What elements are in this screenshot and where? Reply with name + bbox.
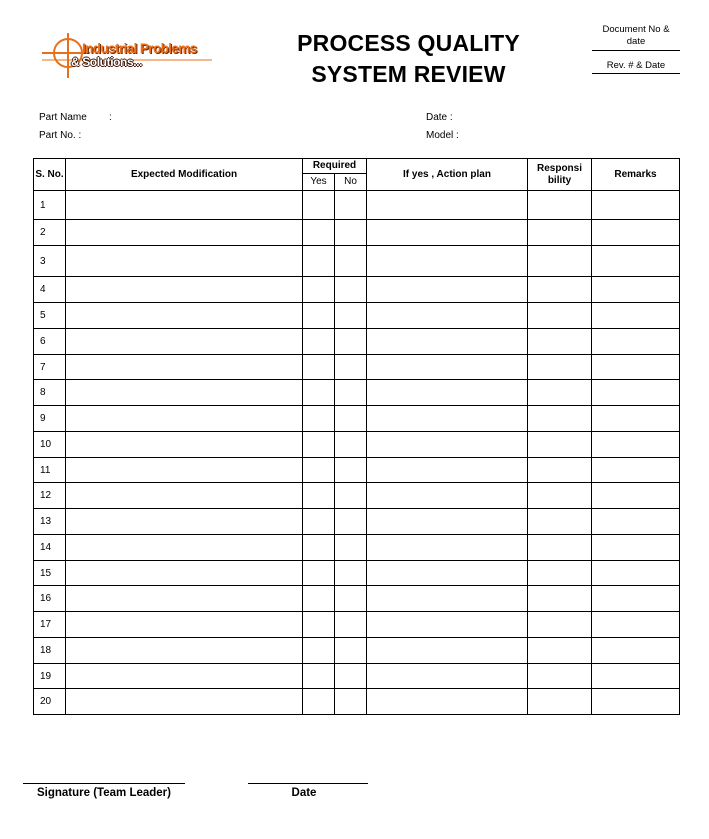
- table-row: [34, 220, 680, 246]
- rev-line: [592, 73, 680, 74]
- remarks-cell[interactable]: [592, 380, 680, 406]
- table-row: [34, 509, 680, 535]
- responsibility-cell[interactable]: [528, 586, 592, 612]
- yes-cell[interactable]: [303, 535, 335, 561]
- sno-cell: 7: [34, 355, 66, 380]
- sno-cell: 2: [34, 220, 66, 246]
- sno-cell: 6: [34, 329, 66, 355]
- no-cell[interactable]: [335, 406, 367, 432]
- action-plan-cell[interactable]: [367, 246, 528, 277]
- remarks-cell[interactable]: [592, 689, 680, 715]
- action-plan-cell[interactable]: [367, 586, 528, 612]
- header-no: No: [335, 174, 367, 191]
- sno-cell: 14: [34, 535, 66, 561]
- table-body: [34, 191, 680, 715]
- responsibility-cell[interactable]: [528, 535, 592, 561]
- yes-cell[interactable]: [303, 638, 335, 664]
- responsibility-cell[interactable]: [528, 277, 592, 303]
- table-row: [34, 406, 680, 432]
- signature-line-date: [248, 783, 368, 784]
- remarks-cell[interactable]: [592, 432, 680, 458]
- table-row: [34, 303, 680, 329]
- page-title: [240, 28, 577, 90]
- sno-cell: 11: [34, 458, 66, 483]
- expected-modification-cell[interactable]: [66, 483, 303, 509]
- title-line2: SYSTEM REVIEW: [311, 61, 506, 87]
- yes-cell[interactable]: [303, 561, 335, 586]
- table-row: [34, 483, 680, 509]
- action-plan-cell[interactable]: [367, 432, 528, 458]
- sno-cell: 8: [34, 380, 66, 406]
- no-cell[interactable]: [335, 483, 367, 509]
- responsibility-cell[interactable]: [528, 303, 592, 329]
- no-cell[interactable]: [335, 458, 367, 483]
- yes-cell[interactable]: [303, 612, 335, 638]
- sno-cell: 12: [34, 483, 66, 509]
- action-plan-cell[interactable]: [367, 483, 528, 509]
- expected-modification-cell[interactable]: [66, 355, 303, 380]
- action-plan-cell[interactable]: [367, 380, 528, 406]
- yes-cell[interactable]: [303, 406, 335, 432]
- responsibility-cell[interactable]: [528, 406, 592, 432]
- expected-modification-cell[interactable]: [66, 220, 303, 246]
- expected-modification-cell[interactable]: [66, 561, 303, 586]
- table-row: [34, 664, 680, 689]
- table-row: [34, 191, 680, 220]
- remarks-cell[interactable]: [592, 509, 680, 535]
- sno-cell: 16: [34, 586, 66, 612]
- part-name-label: Part Name: [39, 112, 87, 123]
- no-cell[interactable]: [335, 689, 367, 715]
- responsibility-cell[interactable]: [528, 509, 592, 535]
- review-table: [33, 158, 680, 715]
- yes-cell[interactable]: [303, 664, 335, 689]
- table-row: [34, 612, 680, 638]
- yes-cell[interactable]: [303, 246, 335, 277]
- responsibility-cell[interactable]: [528, 612, 592, 638]
- expected-modification-cell[interactable]: [66, 509, 303, 535]
- responsibility-cell[interactable]: [528, 191, 592, 220]
- remarks-cell[interactable]: [592, 612, 680, 638]
- table-row: [34, 561, 680, 586]
- remarks-cell[interactable]: [592, 483, 680, 509]
- yes-cell[interactable]: [303, 355, 335, 380]
- expected-modification-cell[interactable]: [66, 246, 303, 277]
- document-no-label: Document No & date: [602, 24, 670, 47]
- no-cell[interactable]: [335, 612, 367, 638]
- no-cell[interactable]: [335, 246, 367, 277]
- responsibility-cell[interactable]: [528, 432, 592, 458]
- expected-modification-cell[interactable]: [66, 380, 303, 406]
- expected-modification-cell[interactable]: [66, 406, 303, 432]
- yes-cell[interactable]: [303, 220, 335, 246]
- sno-cell: 17: [34, 612, 66, 638]
- expected-modification-cell[interactable]: [66, 432, 303, 458]
- yes-cell[interactable]: [303, 277, 335, 303]
- no-cell[interactable]: [335, 561, 367, 586]
- signature-date-label: Date: [291, 787, 317, 799]
- no-cell[interactable]: [335, 303, 367, 329]
- remarks-cell[interactable]: [592, 277, 680, 303]
- remarks-cell[interactable]: [592, 535, 680, 561]
- action-plan-cell[interactable]: [367, 355, 528, 380]
- remarks-cell[interactable]: [592, 191, 680, 220]
- expected-modification-cell[interactable]: [66, 586, 303, 612]
- table-row: [34, 355, 680, 380]
- remarks-cell[interactable]: [592, 638, 680, 664]
- action-plan-cell[interactable]: [367, 220, 528, 246]
- no-cell[interactable]: [335, 432, 367, 458]
- sno-cell: 1: [34, 191, 66, 220]
- remarks-cell[interactable]: [592, 355, 680, 380]
- header-sno: S. No.: [34, 159, 66, 191]
- table-row: [34, 638, 680, 664]
- remarks-cell[interactable]: [592, 561, 680, 586]
- responsibility-cell[interactable]: [528, 638, 592, 664]
- expected-modification-cell[interactable]: [66, 458, 303, 483]
- responsibility-cell[interactable]: [528, 329, 592, 355]
- no-cell[interactable]: [335, 329, 367, 355]
- table-row: [34, 380, 680, 406]
- sno-cell: 4: [34, 277, 66, 303]
- remarks-cell[interactable]: [592, 329, 680, 355]
- no-cell[interactable]: [335, 380, 367, 406]
- responsibility-cell[interactable]: [528, 380, 592, 406]
- yes-cell[interactable]: [303, 329, 335, 355]
- table-row: [34, 689, 680, 715]
- table-row: [34, 535, 680, 561]
- expected-modification-cell[interactable]: [66, 638, 303, 664]
- no-cell[interactable]: [335, 664, 367, 689]
- header-expected-modification: Expected Modification: [66, 159, 303, 191]
- expected-modification-cell[interactable]: [66, 535, 303, 561]
- no-cell[interactable]: [335, 638, 367, 664]
- sno-cell: 19: [34, 664, 66, 689]
- sno-cell: 9: [34, 406, 66, 432]
- signature-team-leader-label: Signature (Team Leader): [37, 787, 171, 799]
- action-plan-cell[interactable]: [367, 277, 528, 303]
- expected-modification-cell[interactable]: [66, 329, 303, 355]
- responsibility-cell[interactable]: [528, 689, 592, 715]
- sno-cell: 3: [34, 246, 66, 277]
- signature-line-team-leader: [23, 783, 185, 784]
- model-label: Model :: [426, 130, 459, 141]
- yes-cell[interactable]: [303, 191, 335, 220]
- yes-cell[interactable]: [303, 689, 335, 715]
- title-line1: PROCESS QUALITY: [297, 30, 520, 56]
- action-plan-cell[interactable]: [367, 561, 528, 586]
- remarks-cell[interactable]: [592, 246, 680, 277]
- expected-modification-cell[interactable]: [66, 689, 303, 715]
- remarks-cell[interactable]: [592, 586, 680, 612]
- sno-cell: 20: [34, 689, 66, 715]
- responsibility-cell[interactable]: [528, 246, 592, 277]
- yes-cell[interactable]: [303, 586, 335, 612]
- table-row: [34, 329, 680, 355]
- remarks-cell[interactable]: [592, 303, 680, 329]
- sno-cell: 13: [34, 509, 66, 535]
- table-row: [34, 246, 680, 277]
- action-plan-cell[interactable]: [367, 303, 528, 329]
- action-plan-cell[interactable]: [367, 689, 528, 715]
- sno-cell: 10: [34, 432, 66, 458]
- yes-cell[interactable]: [303, 303, 335, 329]
- yes-cell[interactable]: [303, 380, 335, 406]
- action-plan-cell[interactable]: [367, 638, 528, 664]
- rev-label: Rev. # & Date: [606, 60, 666, 71]
- action-plan-cell[interactable]: [367, 406, 528, 432]
- responsibility-cell[interactable]: [528, 483, 592, 509]
- no-cell[interactable]: [335, 509, 367, 535]
- sno-cell: 5: [34, 303, 66, 329]
- table-row: [34, 458, 680, 483]
- yes-cell[interactable]: [303, 458, 335, 483]
- responsibility-cell[interactable]: [528, 664, 592, 689]
- logo-text-line2: & Solutions...: [71, 55, 143, 69]
- action-plan-cell[interactable]: [367, 458, 528, 483]
- action-plan-cell[interactable]: [367, 329, 528, 355]
- no-cell[interactable]: [335, 191, 367, 220]
- header-required: Required: [303, 159, 367, 174]
- part-name-separator: :: [109, 112, 112, 123]
- no-cell[interactable]: [335, 277, 367, 303]
- header-action-plan: If yes , Action plan: [367, 159, 528, 191]
- expected-modification-cell[interactable]: [66, 664, 303, 689]
- action-plan-cell[interactable]: [367, 191, 528, 220]
- part-no-label: Part No. :: [39, 130, 82, 141]
- responsibility-cell[interactable]: [528, 561, 592, 586]
- no-cell[interactable]: [335, 355, 367, 380]
- remarks-cell[interactable]: [592, 458, 680, 483]
- sno-cell: 18: [34, 638, 66, 664]
- no-cell[interactable]: [335, 220, 367, 246]
- logo-text-line1: Industrial Problems: [82, 41, 197, 56]
- yes-cell[interactable]: [303, 432, 335, 458]
- header-remarks: Remarks: [592, 159, 680, 191]
- date-label: Date :: [426, 112, 453, 123]
- expected-modification-cell[interactable]: [66, 191, 303, 220]
- no-cell[interactable]: [335, 586, 367, 612]
- remarks-cell[interactable]: [592, 220, 680, 246]
- sno-cell: 15: [34, 561, 66, 586]
- expected-modification-cell[interactable]: [66, 612, 303, 638]
- action-plan-cell[interactable]: [367, 664, 528, 689]
- table-row: [34, 432, 680, 458]
- document-info: [592, 22, 680, 74]
- responsibility-cell[interactable]: [528, 355, 592, 380]
- action-plan-cell[interactable]: [367, 535, 528, 561]
- table-row: [34, 277, 680, 303]
- remarks-cell[interactable]: [592, 664, 680, 689]
- expected-modification-cell[interactable]: [66, 303, 303, 329]
- responsibility-cell[interactable]: [528, 220, 592, 246]
- company-logo: [40, 32, 215, 88]
- responsibility-cell[interactable]: [528, 458, 592, 483]
- remarks-cell[interactable]: [592, 406, 680, 432]
- action-plan-cell[interactable]: [367, 509, 528, 535]
- expected-modification-cell[interactable]: [66, 277, 303, 303]
- header-responsibility: Responsi bility: [528, 159, 592, 191]
- yes-cell[interactable]: [303, 509, 335, 535]
- no-cell[interactable]: [335, 535, 367, 561]
- action-plan-cell[interactable]: [367, 612, 528, 638]
- header-yes: Yes: [303, 174, 335, 191]
- table-row: [34, 586, 680, 612]
- yes-cell[interactable]: [303, 483, 335, 509]
